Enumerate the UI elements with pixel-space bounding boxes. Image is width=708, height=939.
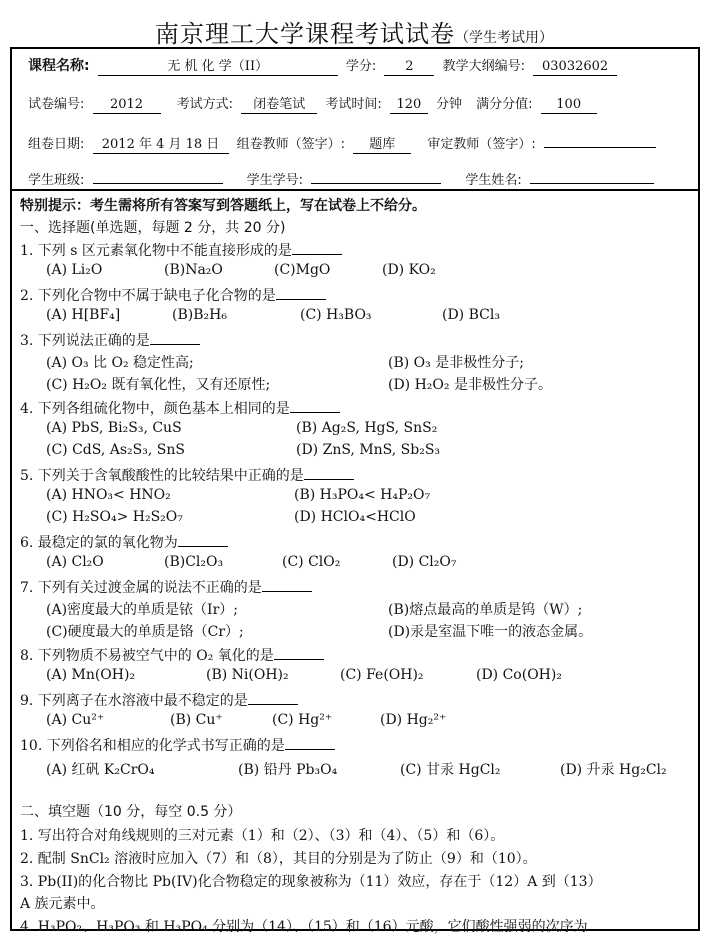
q7-option-d: (D)汞是室温下唯一的液态金属。 [388, 624, 593, 640]
question-7: 7. 下列有关过渡金属的说法不正确的是 [20, 577, 312, 597]
q1-option-a: (A) Li₂O [46, 262, 103, 278]
title-text: 南京理工大学课程考试试卷 [155, 20, 455, 48]
q4-option-c: (C) CdS, As₂S₃, SnS [46, 442, 185, 458]
q2-option-b: (B)B₂H₆ [172, 307, 227, 323]
title-subtitle: （学生考试用） [455, 30, 553, 46]
time-value: 120 [390, 97, 428, 114]
question-5: 5. 下列关于含氧酸酸性的比较结果中正确的是 [20, 465, 354, 485]
q4-option-a: (A) PbS, Bi₂S₃, CuS [46, 420, 182, 436]
id-value [311, 167, 441, 184]
q7-option-c: (C)硬度最大的单质是铬（Cr）; [46, 624, 244, 640]
class-label: 学生班级: [28, 173, 85, 188]
exam-title [0, 14, 708, 49]
q5-option-c: (C) H₂SO₄> H₂S₂O₇ [46, 509, 183, 525]
section1-title: 一、选择题(单选题，每题 2 分，共 20 分) [20, 220, 286, 236]
q9-option-d: (D) Hg₂²⁺ [380, 712, 447, 728]
info-row-3 [28, 131, 660, 154]
q9-option-b: (B) Cu⁺ [170, 712, 223, 728]
question-3: 3. 下列说法正确的是 [20, 330, 200, 350]
fill-question-4: 4. H₃PO₂、H₃PO₃ 和 H₃PO₄ 分别为（14）、（15）和（16）元酸，它们酸性强弱的次序为 [20, 919, 588, 935]
mode-label: 考试方式: [176, 97, 234, 112]
exam-sheet [10, 47, 700, 935]
id-label: 学生学号: [246, 173, 304, 188]
q6-option-c: (C) ClO₂ [282, 554, 341, 570]
course-label: 课程名称: [28, 58, 90, 74]
question-4: 4. 下列各组硫化物中，颜色基本上相同的是 [20, 398, 340, 418]
q4-option-d: (D) ZnS, MnS, Sb₂S₃ [296, 442, 441, 458]
paper-label: 试卷编号: [28, 97, 85, 112]
question-8: 8. 下列物质不易被空气中的 O₂ 氧化的是 [20, 645, 324, 665]
q8-option-a: (A) Mn(OH)₂ [46, 667, 136, 683]
section2-title: 二、填空题（10 分，每空 0.5 分） [20, 804, 242, 820]
q10-option-b: (B) 铅丹 Pb₃O₄ [238, 762, 338, 778]
q10-option-a: (A) 红矾 K₂CrO₄ [46, 762, 155, 778]
teacher-label: 组卷教师（签字）: [236, 137, 346, 152]
q2-option-d: (D) BCl₃ [442, 307, 500, 323]
fill-question-3: 3. Pb(II)的化合物比 Pb(IV)化合物稳定的现象被称为（11）效应，存在于（12）A 到（13） [20, 874, 602, 890]
name-value [530, 167, 654, 184]
info-row-1 [28, 55, 621, 76]
q5-option-d: (D) HClO₄<HClO [294, 509, 416, 525]
q7-option-a: (A)密度最大的单质是铱（Ir）; [46, 602, 238, 618]
special-notice: 特别提示：考生需将所有答案写到答题纸上，写在试卷上不给分。 [20, 198, 426, 214]
teacher-value: 题库 [353, 137, 411, 154]
q2-option-c: (C) H₃BO₃ [300, 307, 372, 323]
q9-option-c: (C) Hg²⁺ [272, 712, 333, 728]
info-block [12, 49, 698, 191]
mode-value: 闭卷笔试 [241, 97, 317, 114]
info-row-2 [28, 93, 601, 114]
class-value [93, 167, 223, 184]
q5-option-b: (B) H₃PO₄< H₄P₂O₇ [294, 487, 431, 503]
fill-question-1: 1. 写出符合对角线规则的三对元素（1）和（2）、（3）和（4）、（5）和（6）。 [20, 828, 505, 844]
outline-value: 03032602 [533, 59, 617, 76]
q2-option-a: (A) H[BF₄] [46, 307, 121, 323]
question-6: 6. 最稳定的氯的氧化物为 [20, 532, 228, 552]
name-label: 学生姓名: [465, 173, 522, 188]
q6-option-a: (A) Cl₂O [46, 554, 104, 570]
q3-option-d: (D) H₂O₂ 是非极性分子。 [388, 377, 552, 393]
q1-option-b: (B)Na₂O [164, 262, 223, 278]
credit-value: 2 [384, 59, 434, 76]
credit-label: 学分: [345, 59, 377, 74]
paper-value: 2012 [93, 97, 161, 114]
q8-option-b: (B) Ni(OH)₂ [206, 667, 289, 683]
question-10: 10. 下列俗名和相应的化学式书写正确的是 [20, 735, 335, 755]
q3-option-c: (C) H₂O₂ 既有氧化性，又有还原性; [46, 377, 271, 393]
course-value: 无 机 化 学（II） [98, 59, 338, 76]
q10-option-d: (D) 升汞 Hg₂Cl₂ [560, 762, 667, 778]
question-2: 2. 下列化合物中不属于缺电子化合物的是 [20, 285, 326, 305]
fill-question-3-cont: A 族元素中。 [20, 896, 105, 912]
q4-option-b: (B) Ag₂S, HgS, SnS₂ [296, 420, 438, 436]
q1-option-c: (C)MgO [274, 262, 331, 278]
q3-option-b: (B) O₃ 是非极性分子; [388, 355, 524, 371]
time-label: 考试时间: [325, 97, 382, 112]
q8-option-c: (C) Fe(OH)₂ [340, 667, 424, 683]
reviewer-value [544, 131, 656, 148]
outline-label: 教学大纲编号: [442, 59, 525, 74]
date-label: 组卷日期: [28, 137, 85, 152]
q9-option-a: (A) Cu²⁺ [46, 712, 105, 728]
reviewer-label: 审定教师（签字）: [427, 137, 536, 152]
q5-option-a: (A) HNO₃< HNO₂ [46, 487, 171, 503]
q8-option-d: (D) Co(OH)₂ [476, 667, 562, 683]
question-9: 9. 下列离子在水溶液中最不稳定的是 [20, 690, 298, 710]
score-label: 满分分值: [476, 97, 533, 112]
q7-option-b: (B)熔点最高的单质是钨（W）; [388, 602, 583, 618]
q3-option-a: (A) O₃ 比 O₂ 稳定性高; [46, 355, 194, 371]
score-value: 100 [541, 97, 597, 114]
q6-option-b: (B)Cl₂O₃ [164, 554, 224, 570]
q1-option-d: (D) KO₂ [382, 262, 436, 278]
time-unit: 分钟 [436, 97, 463, 112]
q6-option-d: (D) Cl₂O₇ [392, 554, 457, 570]
info-row-4 [28, 167, 658, 188]
q10-option-c: (C) 甘汞 HgCl₂ [400, 762, 501, 778]
fill-question-2: 2. 配制 SnCl₂ 溶液时应加入（7）和（8），其目的分别是为了防止（9）和（10）。 [20, 851, 537, 867]
date-value: 2012 年 4 月 18 日 [93, 137, 229, 154]
question-1: 1. 下列 s 区元素氧化物中不能直接形成的是 [20, 240, 342, 260]
